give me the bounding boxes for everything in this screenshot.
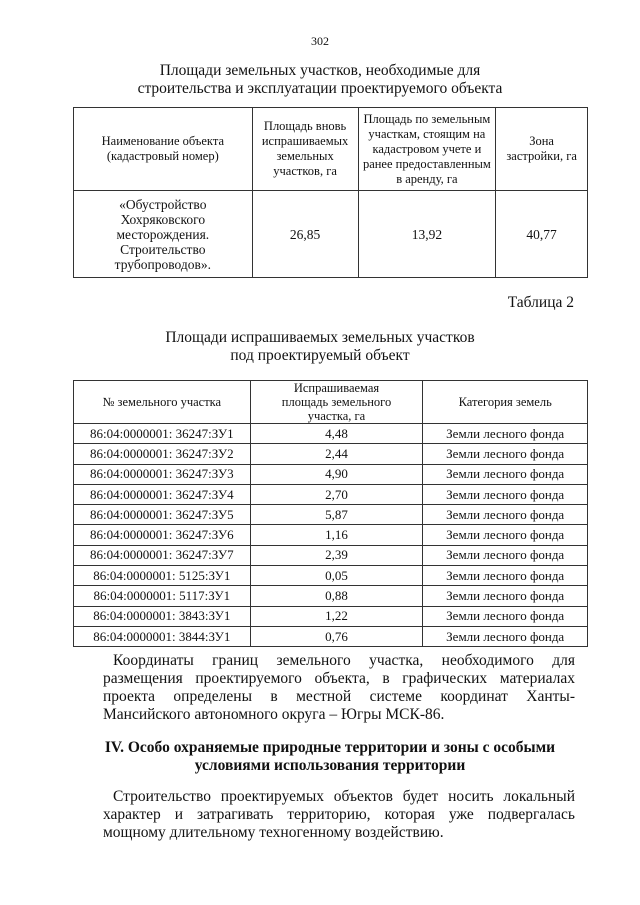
header-land-category: Категория земель	[423, 381, 588, 424]
cell-construction-zone: 40,77	[496, 191, 588, 278]
cell-plot-number: 86:04:0000001: 36247:ЗУ6	[74, 525, 251, 545]
table-header-row	[74, 108, 588, 191]
table1-title-line: Площади земельных участков, необходимые для	[159, 62, 481, 79]
cell-land-category: Земли лесного фонда	[423, 505, 588, 525]
table2-title-line: под проектируемый объект	[230, 347, 410, 364]
cell-land-category: Земли лесного фонда	[423, 525, 588, 545]
cell-requested-area: 0,88	[250, 586, 423, 606]
cell-requested-area: 4,90	[250, 464, 423, 484]
cell-plot-number: 86:04:0000001: 3844:ЗУ1	[74, 626, 251, 646]
cell-requested-area: 4,48	[250, 424, 423, 444]
table-row	[74, 464, 588, 484]
cell-land-category: Земли лесного фонда	[423, 545, 588, 565]
table2-label: Таблица 2	[507, 294, 574, 311]
cell-requested-area: 2,44	[250, 444, 423, 464]
cell-requested-area: 2,39	[250, 545, 423, 565]
cell-registered-area: 13,92	[358, 191, 496, 278]
cell-plot-number: 86:04:0000001: 36247:ЗУ3	[74, 464, 251, 484]
construction-paragraph: Строительство проектируемых объектов будет носить локальный характер и затрагивать территорию, которая уже подвергалась мощному длительному техногенному воздействию.	[103, 788, 575, 841]
table2-title-line: Площади испрашиваемых земельных участков	[165, 329, 475, 346]
table-row	[74, 606, 588, 626]
cell-land-category: Земли лесного фонда	[423, 586, 588, 606]
table-row	[74, 586, 588, 606]
cell-requested-area: 0,76	[250, 626, 423, 646]
table-row	[74, 626, 588, 646]
header-plot-number: № земельного участка	[74, 381, 251, 424]
cell-requested-area: 5,87	[250, 505, 423, 525]
header-requested-area: Испрашиваемая площадь земельного участка, га	[250, 381, 423, 424]
table-row	[74, 484, 588, 504]
cell-requested-area: 0,05	[250, 566, 423, 586]
cell-plot-number: 86:04:0000001: 5125:ЗУ1	[74, 566, 251, 586]
cell-plot-number: 86:04:0000001: 36247:ЗУ4	[74, 484, 251, 504]
cell-land-category: Земли лесного фонда	[423, 566, 588, 586]
coordinates-paragraph: Координаты границ земельного участка, необходимого для размещения проектируемого объекта, в графических материалах проекта определены в местной системе координат Ханты-Мансийского автономного округа – Югры МСК-86.	[103, 652, 575, 723]
cell-plot-number: 86:04:0000001: 36247:ЗУ7	[74, 545, 251, 565]
cell-land-category: Земли лесного фонда	[423, 464, 588, 484]
cell-plot-number: 86:04:0000001: 36247:ЗУ1	[74, 424, 251, 444]
cell-object-name: «Обустройство Хохряковского месторождения. Строительство трубопроводов».	[74, 191, 253, 278]
table1-title	[0, 62, 640, 98]
cell-requested-area: 2,70	[250, 484, 423, 504]
table-row	[74, 444, 588, 464]
table1-title-line: строительства и эксплуатации проектируемого объекта	[137, 80, 503, 97]
header-registered-area: Площадь по земельным участкам, стоящим на кадастровом учете и ранее предоставленным в аренду, га	[358, 108, 496, 191]
table2-title	[0, 329, 640, 365]
land-areas-table	[73, 107, 588, 278]
table-row	[74, 424, 588, 444]
page-number: 302	[311, 34, 329, 48]
cell-plot-number: 86:04:0000001: 3843:ЗУ1	[74, 606, 251, 626]
cell-plot-number: 86:04:0000001: 5117:ЗУ1	[74, 586, 251, 606]
cell-land-category: Земли лесного фонда	[423, 484, 588, 504]
table-header-row	[74, 381, 588, 424]
table-row	[74, 545, 588, 565]
header-new-area: Площадь вновь испрашиваемых земельных участков, га	[252, 108, 358, 191]
cell-land-category: Земли лесного фонда	[423, 626, 588, 646]
cell-requested-area: 1,16	[250, 525, 423, 545]
section-heading: IV. Особо охраняемые природные территории и зоны с особыми условиями использования территории	[104, 739, 556, 774]
cell-land-category: Земли лесного фонда	[423, 444, 588, 464]
table-row	[74, 525, 588, 545]
cell-requested-area: 1,22	[250, 606, 423, 626]
header-object-name: Наименование объекта (кадастровый номер)	[74, 108, 253, 191]
table-row	[74, 566, 588, 586]
cell-land-category: Земли лесного фонда	[423, 424, 588, 444]
cell-plot-number: 86:04:0000001: 36247:ЗУ5	[74, 505, 251, 525]
cell-plot-number: 86:04:0000001: 36247:ЗУ2	[74, 444, 251, 464]
table-row	[74, 505, 588, 525]
header-construction-zone: Зона застройки, га	[496, 108, 588, 191]
cell-new-area: 26,85	[252, 191, 358, 278]
table-row	[74, 191, 588, 278]
cell-land-category: Земли лесного фонда	[423, 606, 588, 626]
requested-plots-table	[73, 380, 588, 647]
